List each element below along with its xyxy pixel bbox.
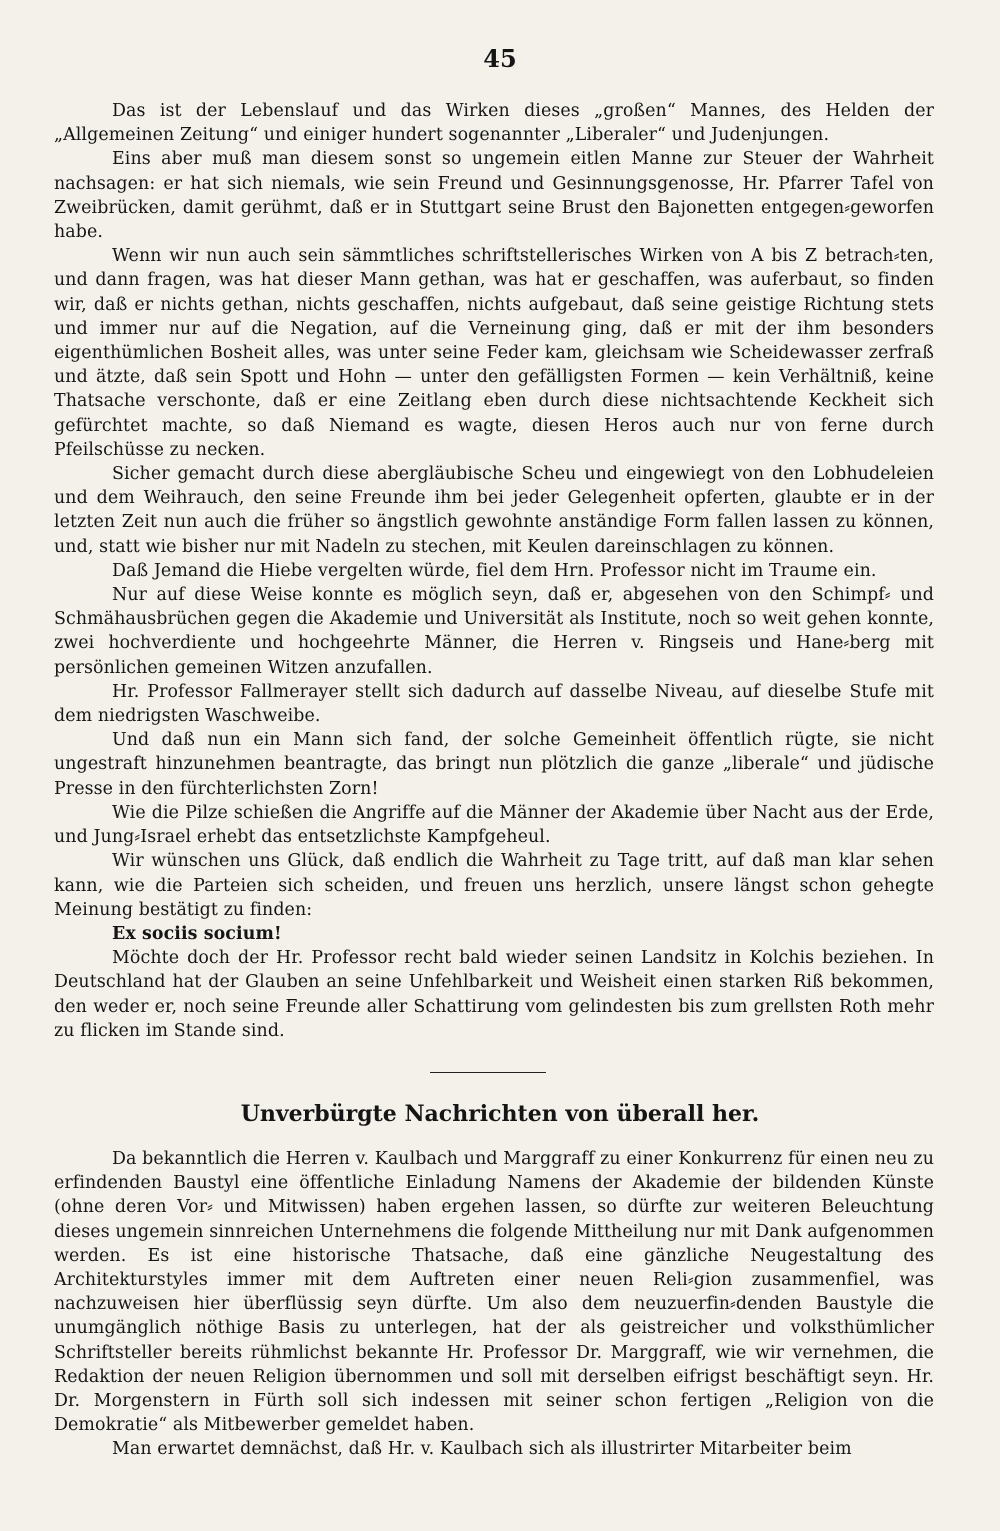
paragraph: Eins aber muß man diesem sonst so ungemein eitlen Manne zur Steuer der Wahrheit nachsagen: er hat sich niemals, wie sein Freund und Gesinnungsgenosse, Hr. Pfarrer Tafel von Zweibrücken, damit gerühmt, daß er in Stuttgart seine Brust den Bajonetten entgegen⸗geworfen habe. [54,149,934,243]
latin-quote: Ex sociis socium! [112,923,282,944]
paragraph: Da bekanntlich die Herren v. Kaulbach und Marggraff zu einer Konkurrenz für einen neu zu erfindenden Baustyl eine öffentliche Einladung Namens der Akademie der bildenden Künste (ohne deren Vor⸗ und Mitwissen) haben ergehen lassen, so dürfte zur weiteren Beleuchtung dieses ungemein sinnreichen Unternehmens die folgende Mittheilung nur mit Dank aufgenommen werden. Es ist eine historische Thatsache, daß eine gänzliche Neugestaltung des Architekturstyles immer mit dem Auftreten einer neuen Reli⸗gion zusammenfiel, was nachzuweisen hier überflüssig seyn dürfte. Um also dem neuzuerfin⸗denden Baustyle die unumgänglich nöthige Basis zu unterlegen, hat der als geistreicher und volksthümlicher Schriftsteller bereits rühmlichst bekannte Hr. Professor Dr. Marggraff, wie wir vernehmen, die Redaktion der neuen Religion übernommen und soll mit derselben eifrigst beschäftigt seyn. Hr. Dr. Morgenstern in Fürth soll sich indessen mit seiner schon fertigen „Religion von die Demokratie“ als Mitbewerber gemeldet haben. [54,1149,934,1436]
section-divider [430,1072,546,1073]
paragraph: Man erwartet demnächst, daß Hr. v. Kaulbach sich als illustrirter Mitarbeiter beim [112,1439,852,1460]
paragraph: Möchte doch der Hr. Professor recht bald wieder seinen Landsitz in Kolchis beziehen. In Deutschland hat der Glauben an seine Unfehlbarkeit und Weisheit einen starken Riß bekommen, den weder er, noch seine Freunde aller Schattirung vom gelindesten bis zum grellsten Roth mehr zu flicken im Stande sind. [54,948,934,1041]
article-body [54,99,934,1043]
section-body [54,1147,934,1462]
section-heading: Unverbürgte Nachrichten von überall her. [240,1101,760,1127]
paragraph: Das ist der Lebenslauf und das Wirken dieses „großen“ Mannes, des Helden der „Allgemeinen Zeitung“ und einiger hundert sogenannter „Liberaler“ und Judenjungen. [54,101,934,146]
paragraph: Wie die Pilze schießen die Angriffe auf die Männer der Akademie über Nacht aus der Erde, und Jung⸗Israel erhebt das entsetzlichste Kampfgeheul. [54,802,934,848]
paragraph: Hr. Professor Fallmerayer stellt sich dadurch auf dasselbe Niveau, auf dieselbe Stufe mit dem niedrigsten Waschweibe. [54,681,934,727]
paragraph: Daß Jemand die Hiebe vergelten würde, fiel dem Hrn. Professor nicht im Traume ein. [112,560,877,581]
paragraph: Wenn wir nun auch sein sämmtliches schriftstellerisches Wirken von A bis Z betrach⸗ten, und dann fragen, was hat dieser Mann gethan, was hat er geschaffen, was auferbaut, so finden wir, daß er nichts gethan, nichts geschaffen, nichts aufgebaut, daß seine geistige Richtung stets und immer nur auf die Negation, auf die Verneinung ging, daß er mit der ihm besonders eigenthümlichen Bosheit alles, was unter seine Feder kam, gleichsam wie Scheidewasser zerfraß und ätzte, daß sein Spott und Hohn — unter den gefälligsten Formen — kein Verhältniß, keine Thatsache verschonte, daß er eine Zeitlang eben durch diese nichtsachtende Keckheit sich gefürchtet machte, so daß Niemand es wagte, diesen Heros auch nur von ferne durch Pfeilschüsse zu necken. [54,246,934,460]
paragraph: Nur auf diese Weise konnte es möglich seyn, daß er, abgesehen von den Schimpf⸗ und Schmähausbrüchen gegen die Akademie und Universität als Institute, noch so weit gehen konnte, zwei hochverdiente und hochgeehrte Männer, die Herren v. Ringseis und Hane⸗berg mit persönlichen gemeinen Witzen anzufallen. [54,585,934,678]
paragraph: Wir wünschen uns Glück, daß endlich die Wahrheit zu Tage tritt, auf daß man klar sehen kann, wie die Parteien sich scheiden, und freuen uns herzlich, unsere längst schon gehegte Meinung bestätigt zu finden: [54,851,934,920]
page-number: 45 [483,44,517,73]
paragraph: Und daß nun ein Mann sich fand, der solche Gemeinheit öffentlich rügte, sie nicht ungestraft hinzunehmen beantragte, das bringt nun plötzlich die ganze „liberale“ und jüdische Presse in den fürchterlichsten Zorn! [54,730,934,799]
paragraph: Sicher gemacht durch diese abergläubische Scheu und eingewiegt von den Lobhudeleien und dem Weihrauch, den seine Freunde ihm bei jeder Gelegenheit opferten, glaubte er in der letzten Zeit nun auch die früher so ängstlich gewohnte anständige Form fallen lassen zu können, und, statt wie bisher nur mit Nadeln zu stechen, mit Keulen dareinschlagen zu können. [54,464,934,557]
